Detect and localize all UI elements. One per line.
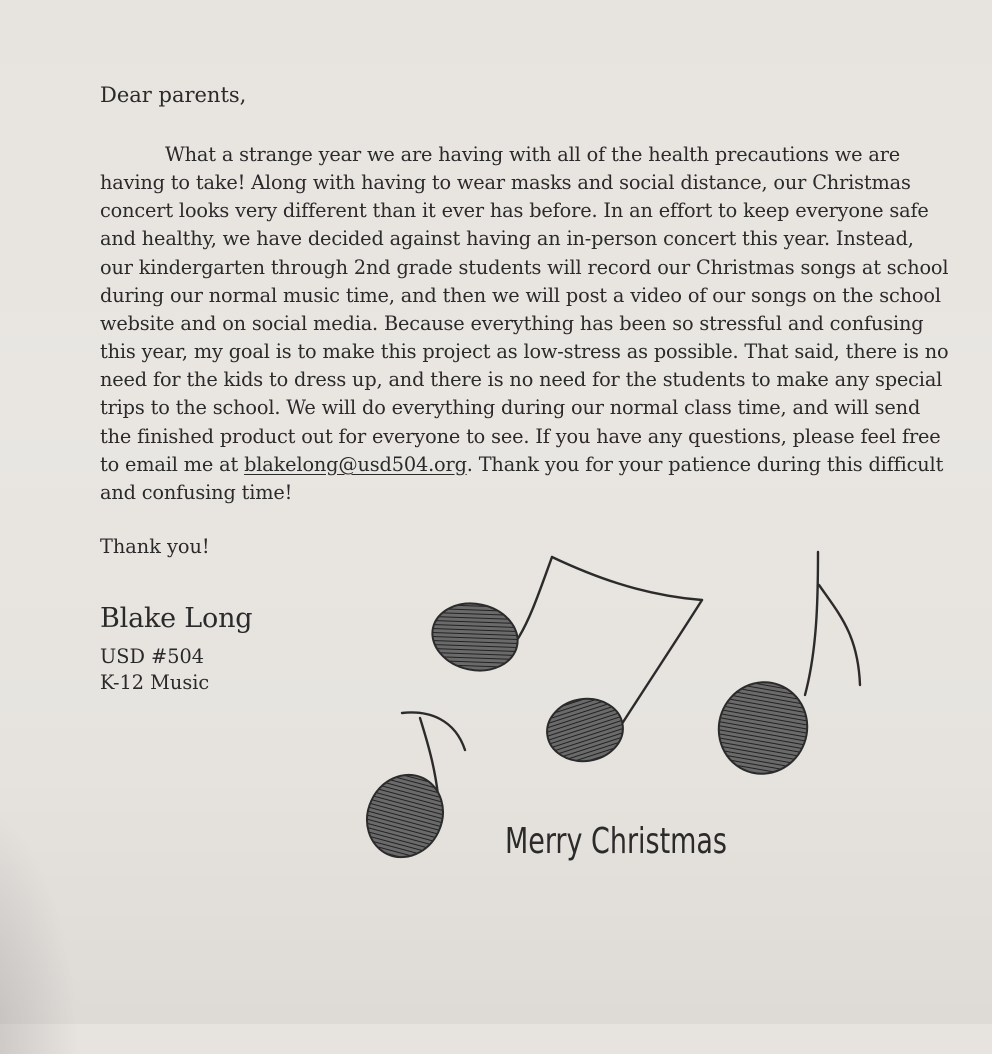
letter-email-line (100, 451, 944, 479)
beam-stem-left (517, 557, 552, 640)
note-right-flag (819, 585, 860, 685)
letter-line: and confusing time! (100, 480, 293, 504)
beam (552, 557, 702, 600)
paper-shadow (0, 794, 80, 1054)
email-prefix: to email me at (100, 452, 245, 476)
letter-line: this year, my goal is to make this project as low-stress as possible. That said, there is no (100, 340, 949, 364)
note-head-right (706, 670, 820, 787)
letter-body (100, 141, 949, 507)
note-right-stem (805, 552, 818, 695)
letter-line: trips to the school. We will do everything during our normal class time, and will send (100, 396, 921, 420)
signature-department: K-12 Music (100, 671, 210, 694)
letter-line: concert looks very different than it ever has before. In an effort to keep everyone safe (100, 199, 929, 223)
letter-line: the finished product out for everyone to see. If you have any questions, please feel free (100, 424, 941, 448)
letter-line: during our normal music time, and then we will post a video of our songs on the school (100, 283, 941, 307)
letter-line: our kindergarten through 2nd grade students will record our Christmas songs at school (100, 255, 949, 279)
letter-closing: Thank you! (100, 535, 210, 558)
letter-line: having to take! Along with having to wear masks and social distance, our Christmas (100, 171, 911, 195)
note-head-middle (543, 694, 627, 766)
letter-greeting: Dear parents, (100, 83, 247, 107)
note-head-upper-left (426, 596, 524, 678)
beam-stem-right (618, 600, 702, 730)
letter-line: need for the kids to dress up, and there is no need for the students to make any special (100, 368, 943, 392)
letter-line: What a strange year we are having with all of the health precautions we are (165, 143, 901, 166)
note-small-flag (402, 712, 465, 750)
music-notes-drawing (360, 540, 880, 870)
drawing-caption: Merry Christmas (505, 821, 727, 863)
email-suffix: . Thank you for your patience during this difficult (466, 452, 944, 476)
signature-name: Blake Long (100, 603, 253, 634)
note-head-lower-left (360, 762, 456, 869)
letter-line: and healthy, we have decided against having an in-person concert this year. Instead, (100, 227, 914, 251)
email-link[interactable]: blakelong@usd504.org (244, 452, 467, 476)
letter-line: website and on social media. Because everything has been so stressful and confusing (100, 311, 924, 335)
signature-organization: USD #504 (100, 645, 205, 668)
